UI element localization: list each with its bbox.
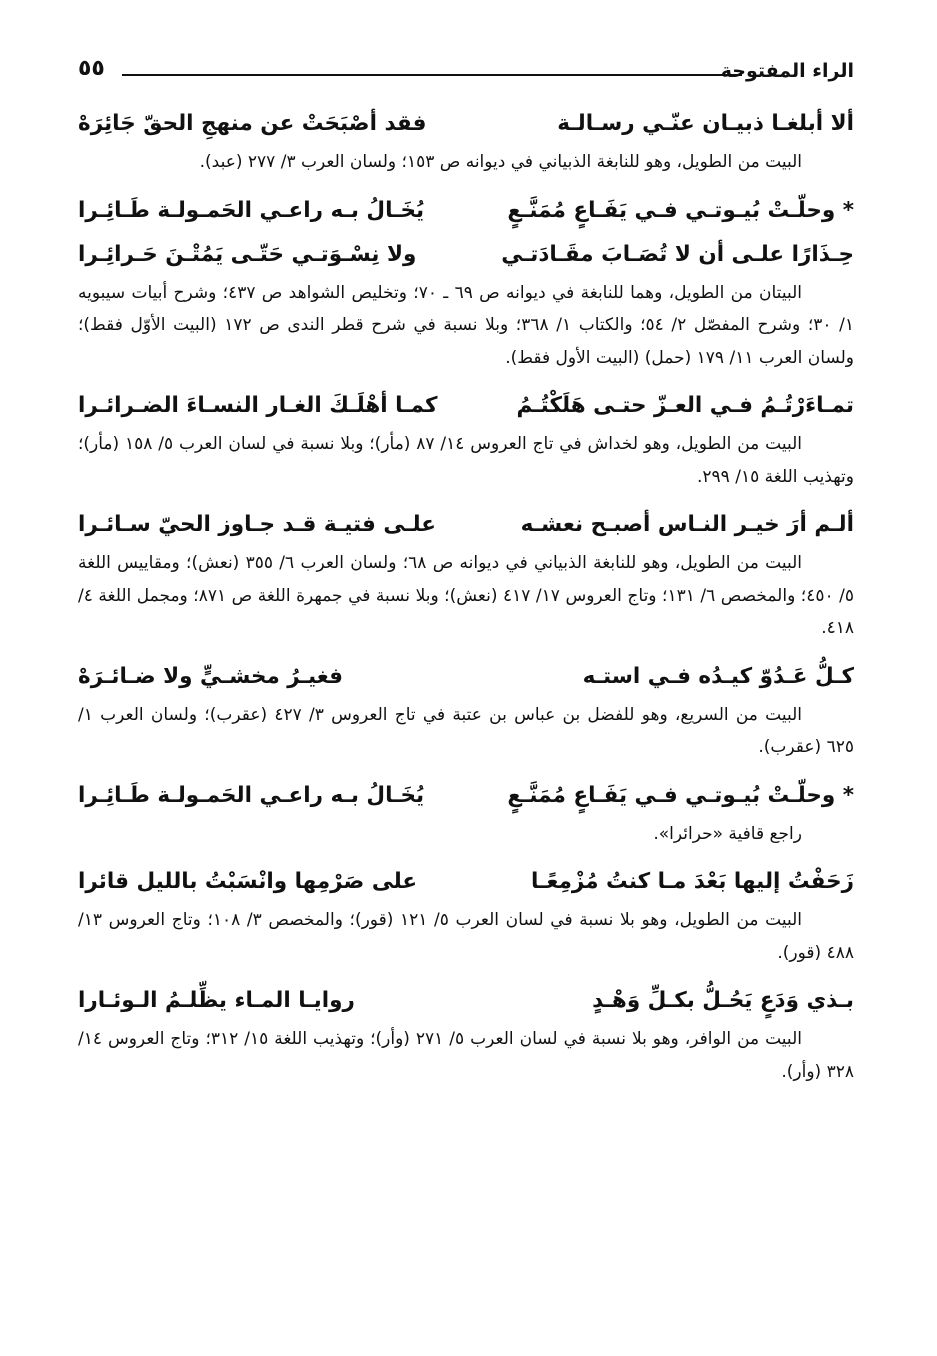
verse-line bbox=[78, 189, 854, 233]
book-page bbox=[78, 52, 854, 1098]
verse-line bbox=[78, 979, 854, 1023]
verse-line bbox=[78, 774, 854, 818]
verse-second-hemistich: كمـا أهْلَـكَ الغـار النسـاءَ الضـرائـرا bbox=[78, 393, 438, 418]
verse-line bbox=[78, 503, 854, 547]
verse-second-hemistich: علـى فتيـة قـد جـاوز الحيّ سـائـرا bbox=[78, 512, 436, 537]
verse-line bbox=[78, 233, 854, 277]
verse-line bbox=[78, 655, 854, 699]
chapter-title: الراء المفتوحة bbox=[720, 60, 854, 82]
verse-note: البيت من السريع، وهو للفضل بن عباس بن عتبة في تاج العروس ٣/ ٤٢٧ (عقرب)؛ ولسان العرب ١/ ٦٢٥ (عقرب). bbox=[78, 704, 854, 757]
verse-line bbox=[78, 102, 854, 146]
verse-first-hemistich: زَحَفْتُ إليها بَعْدَ مـا كنتُ مُزْمِعًـا bbox=[531, 869, 854, 894]
poetry-entry bbox=[78, 860, 854, 969]
poetry-entry bbox=[78, 655, 854, 764]
verse-first-hemistich: ألا أبلغـا ذبيـان عنّـي رسـالـة bbox=[557, 111, 854, 136]
verse-second-hemistich: فغيـرُ مخشـيٍّ ولا ضـائـرَهْ bbox=[78, 663, 344, 689]
verse-second-hemistich: ولا نِسْـوَتـي حَتّـى يَمُتْـنَ حَـرائِـرا bbox=[78, 241, 417, 267]
poetry-entry bbox=[78, 774, 854, 851]
verse-second-hemistich: يُخَـالُ بـه راعـي الحَمـولـة طَـائِـرا bbox=[78, 782, 425, 808]
verse-line bbox=[78, 860, 854, 904]
page-header bbox=[78, 52, 854, 92]
verse-first-hemistich: ألـم أرَ خيـر النـاس أصبـح نعشـه bbox=[520, 512, 854, 537]
verse-note: البيتان من الطويل، وهما للنابغة في ديوانه ص ٦٩ ـ ٧٠؛ وتخليص الشواهد ص ٤٣٧؛ وشرح أبيات سيبويه ١/ ٣٠؛ وشرح المفصّل ٢/ ٥٤؛ والكتاب ١/ ٣٦٨؛ وبلا نسبة في شرح قطر الندى ص ١٧٢ (البيت الأوّل فقط)؛ ولسان العرب ١١/ ١٧٩ (حمل) (البيت الأول فقط). bbox=[78, 282, 855, 368]
verse-first-hemistich: * وحلّـتْ بُيـوتـي فـي يَفَـاعٍ مُمَنَّـعٍ bbox=[507, 782, 854, 808]
verse-first-hemistich: كـلُّ عَـدُوّ كيـدُه فـي استـه bbox=[582, 663, 854, 689]
header-rule bbox=[122, 74, 742, 76]
poetry-entry bbox=[78, 189, 854, 375]
verse-second-hemistich: يُخَـالُ بـه راعـي الحَمـولـة طَـائِـرا bbox=[78, 197, 425, 223]
verse-note: البيت من الطويل، وهو للنابغة الذبياني في ديوانه ص ٦٨؛ ولسان العرب ٦/ ٣٥٥ (نعش)؛ ومقاييس اللغة ٥/ ٤٥٠؛ والمخصص ٦/ ١٣١؛ وتاج العروس ١٧/ ٤١٧ (نعش)؛ وبلا نسبة في جمهرة اللغة ص ٨٧١؛ ومجمل اللغة ٤/ ٤١٨. bbox=[78, 553, 855, 638]
poetry-entry bbox=[78, 102, 854, 179]
verse-first-hemistich: بـذي وَدَعٍ يَحُـلُّ بكـلِّ وَهْـدٍ bbox=[592, 988, 854, 1013]
poetry-entry bbox=[78, 503, 854, 645]
verse-first-hemistich: * وحلّـتْ بُيـوتـي فـي يَفَـاعٍ مُمَنَّـعٍ bbox=[507, 197, 854, 223]
page-number: ٥٥ bbox=[78, 56, 105, 81]
poetry-entry bbox=[78, 384, 854, 493]
verse-second-hemistich: فقد أصْبَحَتْ عن منهجِ الحقّ جَائِرَهْ bbox=[78, 111, 427, 136]
verse-line bbox=[78, 384, 854, 428]
verse-second-hemistich: على صَرْمِها وانْسَبْتُ بالليل قائرا bbox=[78, 869, 418, 894]
verse-first-hemistich: حِـذَارًا علـى أن لا تُصَـابَ مقَـادَتـي bbox=[501, 241, 854, 267]
verse-note: البيت من الطويل، وهو للنابغة الذبياني في ديوانه ص ١٥٣؛ ولسان العرب ٣/ ٢٧٧ (عبد). bbox=[199, 152, 802, 172]
poetry-entry bbox=[78, 979, 854, 1088]
verse-note: البيت من الطويل، وهو بلا نسبة في لسان العرب ٥/ ١٢١ (قور)؛ والمخصص ٣/ ١٠٨؛ وتاج العروس ١٣/ ٤٨٨ (قور). bbox=[78, 910, 854, 963]
verse-note: البيت من الوافر، وهو بلا نسبة في لسان العرب ٥/ ٢٧١ (وأر)؛ وتهذيب اللغة ١٥/ ٣١٢؛ وتاج العروس ١٤/ ٣٢٨ (وأر). bbox=[78, 1029, 854, 1082]
verse-note: راجع قافية «حرائرا». bbox=[653, 823, 802, 844]
verse-note: البيت من الطويل، وهو لخداش في تاج العروس ١٤/ ٨٧ (مأر)؛ وبلا نسبة في لسان العرب ٥/ ١٥٨ (مأر)؛ وتهذيب اللغة ١٥/ ٢٩٩. bbox=[78, 434, 854, 487]
verse-first-hemistich: تمـاءَرْتُـمُ فـي العـزّ حتـى هَلَكْتُـمُ bbox=[516, 393, 854, 418]
verse-second-hemistich: روايـا المـاء يظِّلـمُ الـوئـارا bbox=[78, 988, 355, 1013]
